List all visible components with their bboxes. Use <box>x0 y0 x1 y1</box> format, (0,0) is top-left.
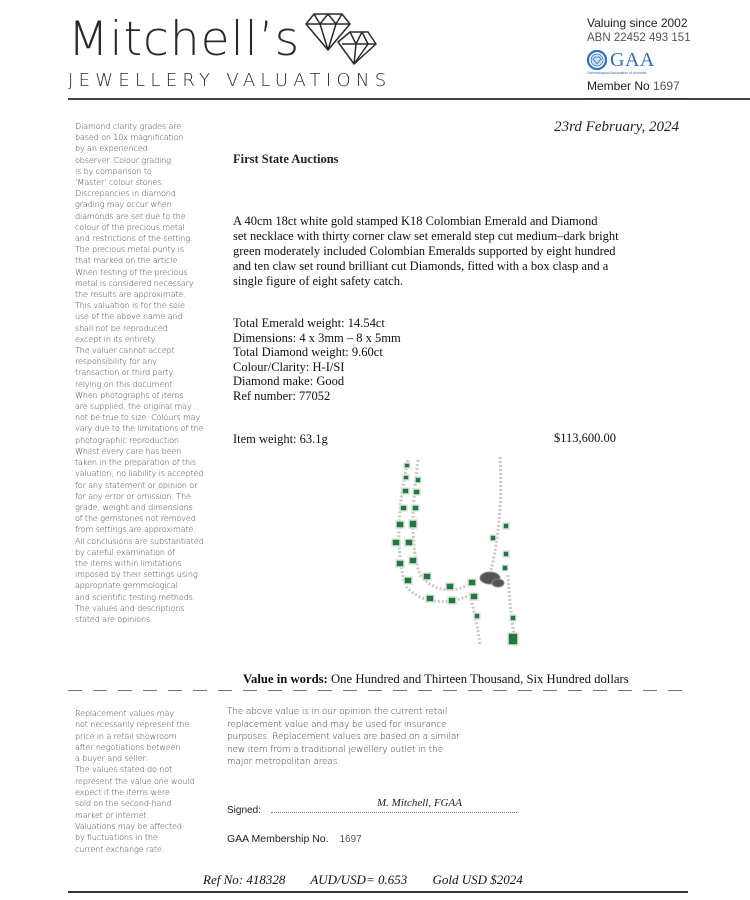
membership-label: GAA Membership No. <box>227 833 329 845</box>
disclaimer-line: appropriate gemmological <box>75 580 178 591</box>
gaa-logo <box>587 50 727 70</box>
dashed-divider <box>68 690 690 691</box>
note-line: The above value is in our opinion the current retail <box>227 707 448 717</box>
spec-emerald-weight: Total Emerald weight: 14.54ct <box>233 316 385 330</box>
disclaimer-line: stated are opinions. <box>75 613 153 624</box>
note-line: purposes. Replacement values are based on a similar <box>227 732 460 742</box>
diamond-logo-icon <box>302 12 378 66</box>
gaa-emblem-icon <box>587 50 607 70</box>
gold-price: Gold USD $2024 <box>432 872 523 887</box>
disclaimer-line: are supplied, the original may <box>75 401 192 412</box>
disclaimer-line: by careful examination of <box>75 546 175 557</box>
replacement-line: current exchange rate. <box>75 843 165 854</box>
description-line: and ten claw set round brilliant cut Diamonds, fitted with a box clasp and a <box>233 259 609 273</box>
item-weight: Item weight: 63.1g <box>233 432 328 446</box>
disclaimer-line: When photographs of items <box>75 389 184 400</box>
gaa-membership <box>227 833 362 845</box>
disclaimer-line: except in its entirety. <box>75 333 157 344</box>
disclaimer-line: The values and descriptions <box>75 602 185 613</box>
replacement-line: represent the value one would <box>75 775 195 786</box>
signature-dotted-line <box>271 812 517 813</box>
member-label: Member No <box>587 79 650 93</box>
item-specs <box>233 316 401 403</box>
spec-colour-clarity: Colour/Clarity: H-I/SI <box>233 359 345 374</box>
disclaimer-line: for any error or omission. The <box>75 490 191 501</box>
disclaimer-line: Discrepancies in diamond <box>75 188 176 199</box>
disclaimer-line: use of the above name and <box>75 311 183 322</box>
disclaimer-line: imposed by their settings using <box>75 569 198 580</box>
valuation-date: 23rd February, 2024 <box>554 119 679 135</box>
disclaimer-line: The valuer cannot accept <box>75 345 175 356</box>
disclaimer-line: The precious metal purity is <box>75 244 184 255</box>
footer <box>203 872 545 888</box>
member-number: 1697 <box>653 79 680 93</box>
disclaimer-line: relying on this document. <box>75 378 175 389</box>
footer-divider <box>68 891 688 893</box>
item-description <box>233 214 683 289</box>
description-line: single figure of eight safety catch. <box>233 274 404 288</box>
valuation-note <box>227 706 547 769</box>
disclaimer-line: from settings are approximate. <box>75 524 196 535</box>
disclaimer-line: diamonds are set due to the <box>75 210 186 221</box>
note-line: replacement value and may be used for insurance <box>227 719 447 730</box>
replacement-line: The values stated do not <box>75 764 173 775</box>
exchange-rate: AUD/USD= 0.653 <box>310 872 408 887</box>
spec-dimensions: Dimensions: 4 x 3mm – 8 x 5mm <box>233 330 401 345</box>
replacement-line: not necessarily represent the <box>75 719 190 730</box>
brand-name: Mitchell’s <box>68 12 301 67</box>
signature-line <box>227 797 517 816</box>
disclaimer-line: grading may occur when <box>75 199 172 210</box>
disclaimer-line: of the gemstones not removed <box>75 513 196 524</box>
replacement-line: expect if the items were <box>75 787 170 798</box>
spec-diamond-weight: Total Diamond weight: 9.60ct <box>233 345 383 359</box>
disclaimer-line: and restrictions of the setting. <box>75 233 193 244</box>
replacement-line: Replacement values may <box>75 708 174 718</box>
disclaimer-line: ‘Master’ colour stones. <box>75 177 164 188</box>
disclaimer-line: taken in the preparation of this <box>75 457 197 468</box>
disclaimer-line: Whilst every care has been <box>75 445 182 456</box>
signed-label: Signed: <box>227 805 261 816</box>
brand-subtitle: JEWELLERY VALUATIONS <box>68 70 392 91</box>
disclaimer-line: transaction or third party <box>75 367 174 378</box>
disclaimer-line: colour of the precious metal <box>75 221 185 232</box>
disclaimer-line: When testing of the precious <box>75 266 188 277</box>
disclaimer-line: vary due to the limitations of the <box>75 423 204 434</box>
disclaimer-line: for any statement or opinion or <box>75 479 198 490</box>
valuing-since: Valuing since 2002 <box>587 16 688 30</box>
disclaimer-line: by an experienced <box>75 143 148 154</box>
disclaimer-line: All conclusions are substantiated <box>75 535 204 546</box>
gaa-logo-subtext: Gemmological Association of Australia <box>587 71 647 75</box>
disclaimer-line: shall not be reproduced <box>75 322 168 333</box>
disclaimer-line: based on 10x magnification <box>75 132 184 143</box>
necklace-photo <box>390 455 540 650</box>
header-credentials <box>587 16 727 93</box>
replacement-line: after negotiations between <box>75 741 181 752</box>
member-divider <box>586 98 690 99</box>
value-in-words <box>243 672 629 687</box>
disclaimer-line: and scientific testing methods. <box>75 591 196 602</box>
replacement-line: Valuations may be affected <box>75 820 182 831</box>
disclaimer-line: photographic reproduction. <box>75 434 182 445</box>
disclaimer-line: metal is considered necessary <box>75 277 194 288</box>
description-line: green moderately included Colombian Emeralds supported by eight hundred <box>233 244 616 258</box>
note-line: major metropolitan areas. <box>227 757 341 767</box>
disclaimer-line: that marked on the article. <box>75 255 180 266</box>
client-name: First State Auctions <box>233 152 339 166</box>
value-words-text: One Hundred and Thirteen Thousand, Six Hundred dollars <box>331 672 629 686</box>
valuation-price: $113,600.00 <box>554 431 617 445</box>
replacement-line: by fluctuations in the <box>75 832 158 843</box>
disclaimer-line: not be true to size. Colours may <box>75 412 201 423</box>
value-words-label: Value in words: <box>243 672 328 686</box>
replacement-line: a buyer and seller. <box>75 753 148 764</box>
replacement-line: market or internet. <box>75 809 149 820</box>
replacement-line: price in a retail showroom <box>75 730 177 741</box>
member-number-line <box>587 79 727 93</box>
membership-number: 1697 <box>339 834 362 845</box>
disclaimer-text <box>75 121 225 625</box>
spec-ref-number: Ref number: 77052 <box>233 388 331 403</box>
signer-name: M. Mitchell, FGAA <box>377 797 462 809</box>
disclaimer-line: observer. Colour grading <box>75 154 171 165</box>
gaa-logo-text: GAA <box>610 48 655 71</box>
note-line: new item from a traditional jewellery outlet in the <box>227 744 444 755</box>
disclaimer-line: Diamond clarity grades are <box>75 121 182 131</box>
disclaimer-line: grade, weight and dimensions <box>75 501 193 512</box>
disclaimer-line: the results are approximate. <box>75 289 186 300</box>
disclaimer-line: the items within limitations <box>75 557 182 568</box>
disclaimer-line: valuation, no liability is accepted <box>75 468 204 479</box>
spec-diamond-make: Diamond make: Good <box>233 374 345 388</box>
abn-number: ABN 22452 493 151 <box>587 32 691 44</box>
disclaimer-line: responsibility for any <box>75 356 157 367</box>
ref-number: Ref No: 418328 <box>203 872 286 887</box>
disclaimer-line: This valuation is for the sole <box>75 300 185 311</box>
disclaimer-line: is by comparison to <box>75 165 152 176</box>
description-line: set necklace with thirty corner claw set emerald step cut medium–dark bright <box>233 229 619 243</box>
description-line: A 40cm 18ct white gold stamped K18 Colombian Emerald and Diamond <box>233 214 598 228</box>
replacement-disclaimer <box>75 708 225 855</box>
replacement-line: sold on the second-hand <box>75 798 172 809</box>
